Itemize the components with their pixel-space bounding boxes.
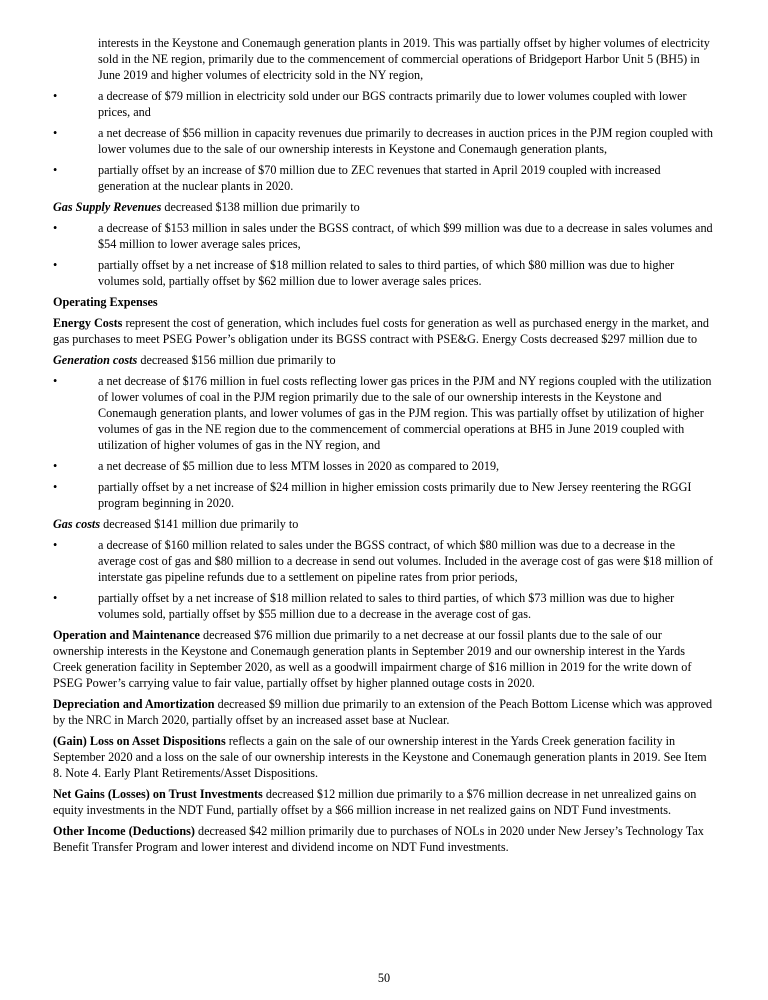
bullet-text: partially offset by a net increase of $24 million in higher emission costs primarily due to New Jersey reentering the RGGI program beginning in 2020. bbox=[98, 480, 692, 510]
other-income-paragraph bbox=[53, 823, 715, 855]
gas-supply-label: Gas Supply Revenues bbox=[53, 200, 162, 214]
gas-costs-text: decreased $141 million due primarily to bbox=[100, 517, 299, 531]
bullet-text: a net decrease of $176 million in fuel costs reflecting lower gas prices in the PJM and NY regions coupled with the utilization of lower volumes of coal in the PJM region primarily due to the sale of our ownership interests in the Keystone and Conemaugh generation plants, and lower volumes of gas in the PJM region. This was partially offset by utilization of higher volumes of gas in the NE region due to the commencement of commercial operations at BH5 in June 2019 coupled with utilization of higher volumes of gas in the NY region, and bbox=[98, 374, 712, 452]
bullet-text: partially offset by an increase of $70 million due to ZEC revenues that started in April 2019 coupled with increased generation at the nuclear plants in 2020. bbox=[98, 163, 661, 193]
operation-maintenance-paragraph bbox=[53, 627, 715, 691]
list-item bbox=[53, 537, 715, 585]
depreciation-label: Depreciation and Amortization bbox=[53, 697, 215, 711]
other-income-label: Other Income (Deductions) bbox=[53, 824, 195, 838]
list-item bbox=[53, 590, 715, 622]
bullet-icon: • bbox=[53, 126, 58, 140]
list-item bbox=[53, 88, 715, 120]
bullet-icon: • bbox=[53, 221, 58, 235]
gas-supply-text: decreased $138 million due primarily to bbox=[161, 200, 360, 214]
bullet-icon: • bbox=[53, 591, 58, 605]
bullet-text: a net decrease of $56 million in capacity revenues due primarily to decreases in auction prices in the PJM region coupled with lower volumes due to the sale of our ownership interests in Keystone and Conemaugh generation plants, bbox=[98, 126, 713, 156]
operation-maintenance-label: Operation and Maintenance bbox=[53, 628, 200, 642]
operating-expenses-heading: Operating Expenses bbox=[53, 295, 158, 309]
energy-costs-text: represent the cost of generation, which includes fuel costs for generation as well as purchased energy in the market, and gas purchases to meet PSEG Power’s obligation under its BGSS contract with PSE&G. Energy Costs decreased $297 million due to bbox=[53, 316, 710, 346]
depreciation-paragraph bbox=[53, 696, 715, 728]
net-gains-label: Net Gains (Losses) on Trust Investments bbox=[53, 787, 263, 801]
intro-continuation: interests in the Keystone and Conemaugh generation plants in 2019. This was partially offset by higher volumes of electricity sold in the NE region, primarily due to the commencement of commercial operations of Bridgeport Harbor Unit 5 (BH5) in June 2019 and higher volumes of electricity sold in the NY region, bbox=[98, 36, 710, 82]
bullet-text: a net decrease of $5 million due to less MTM losses in 2020 as compared to 2019, bbox=[98, 459, 500, 473]
gain-loss-text: reflects a gain on the sale of our ownership interest in the Yards Creek generation facility in September 2020 and a loss on the sale of our ownership interests in the Keystone and Conemaugh generation plants in 2019. See Item 8. Note 4. Early Plant Retirements/Asset Dispositions. bbox=[53, 734, 707, 780]
list-item bbox=[53, 257, 715, 289]
bullet-text: partially offset by a net increase of $18 million related to sales to third parties, of which $80 million was due to higher volumes sold, partially offset by $62 million due to lower average sales prices. bbox=[98, 258, 675, 288]
bullet-text: a decrease of $160 million related to sales under the BGSS contract, of which $80 million was due to a decrease in the average cost of gas and $80 million to a decrease in send out volumes. Included in the average cost of gas were $18 million of interstate gas pipeline refunds due to a settlement on pipeline rates from prior periods, bbox=[98, 538, 713, 584]
list-item bbox=[53, 125, 715, 157]
bullet-text: a decrease of $153 million in sales under the BGSS contract, of which $99 million was due to a decrease in sales volumes and $54 million to lower average sales prices, bbox=[98, 221, 713, 251]
gas-supply-paragraph bbox=[53, 199, 715, 215]
generation-costs-text: decreased $156 million due primarily to bbox=[137, 353, 336, 367]
gain-loss-label: (Gain) Loss on Asset Dispositions bbox=[53, 734, 226, 748]
list-item bbox=[53, 479, 715, 511]
bullet-icon: • bbox=[53, 538, 58, 552]
list-item bbox=[53, 220, 715, 252]
bullet-icon: • bbox=[53, 258, 58, 272]
other-income-text: decreased $42 million primarily due to purchases of NOLs in 2020 under New Jersey’s Technology Tax Benefit Transfer Program and lower interest and dividend income on NDT Fund investments. bbox=[53, 824, 704, 854]
energy-costs-paragraph bbox=[53, 315, 715, 347]
bullet-text: a decrease of $79 million in electricity sold under our BGS contracts primarily due to lower volumes coupled with lower prices, and bbox=[98, 89, 687, 119]
list-item bbox=[53, 162, 715, 194]
list-item bbox=[53, 373, 715, 453]
bullet-icon: • bbox=[53, 459, 58, 473]
generation-costs-paragraph bbox=[53, 352, 715, 368]
page-number: 50 bbox=[377, 971, 391, 985]
operation-maintenance-text: decreased $76 million due primarily to a net decrease at our fossil plants due to the sale of our ownership interests in the Keystone and Conemaugh generation plants in September 2019 and our ownership interest in the Yards Creek generation facility in September 2020, as well as a goodwill impairment charge of $16 million in 2019 for the write down of PSEG Power’s carrying value to fair value, partially offset by higher planned outage costs in 2020. bbox=[53, 628, 692, 690]
gas-costs-paragraph bbox=[53, 516, 715, 532]
document-page bbox=[53, 35, 715, 860]
energy-costs-label: Energy Costs bbox=[53, 316, 123, 330]
bullet-icon: • bbox=[53, 163, 58, 177]
net-gains-text: decreased $12 million due primarily to a $76 million decrease in net unrealized gains on equity investments in the NDT Fund, partially offset by a $66 million increase in net realized gains on NDT Fund investments. bbox=[53, 787, 697, 817]
bullet-icon: • bbox=[53, 89, 58, 103]
generation-costs-label: Generation costs bbox=[53, 353, 138, 367]
gas-costs-label: Gas costs bbox=[53, 517, 101, 531]
bullet-text: partially offset by a net increase of $18 million related to sales to third parties, of which $73 million was due to higher volumes sold, partially offset by $55 million due to a decrease in the average cost of gas. bbox=[98, 591, 675, 621]
depreciation-text: decreased $9 million due primarily to an extension of the Peach Bottom License which was approved by the NRC in March 2020, partially offset by an increased asset base at Nuclear. bbox=[53, 697, 713, 727]
bullet-icon: • bbox=[53, 480, 58, 494]
bullet-icon: • bbox=[53, 374, 58, 388]
list-item bbox=[53, 458, 715, 474]
gain-loss-paragraph bbox=[53, 733, 715, 781]
net-gains-paragraph bbox=[53, 786, 715, 818]
